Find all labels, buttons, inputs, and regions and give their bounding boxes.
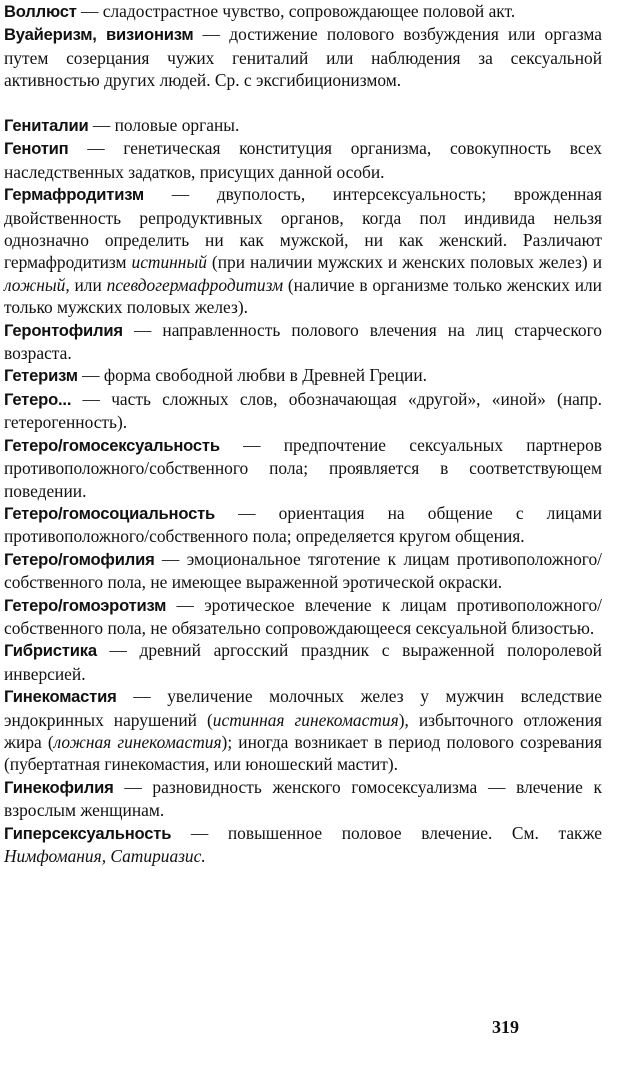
entry-term: Гинекомастия xyxy=(4,687,117,707)
dictionary-entry xyxy=(4,364,602,387)
entry-term: Гермафродитизм xyxy=(4,185,144,205)
dictionary-entry xyxy=(4,388,602,434)
entry-term: Гетеро/гомосексуальность xyxy=(4,435,220,455)
entry-definition-text: — ориентация на общение с лицами противоположного/собственного пола; определяется кругом общения. xyxy=(4,502,602,547)
dictionary-entry xyxy=(4,23,602,91)
entry-italic-text: Нимфомания, Сатириазис. xyxy=(4,846,206,867)
entry-definition-text: — увеличение молочных желез у мужчин вследствие эндокринных нарушений ( xyxy=(4,686,602,730)
entry-definition-text: — половые органы. xyxy=(88,115,240,136)
entry-definition-text: — направленность полового влечения на лиц старческого возраста. xyxy=(4,319,602,364)
entry-definition-text: — сладострастное чувство, сопровождающее половой акт. xyxy=(76,1,516,21)
entry-definition-text: — предпочтение сексуальных партнеров противоположного/собственного пола; проявляется в соответствующем поведении. xyxy=(4,434,602,501)
entry-definition-text: (наличие в организме только женских или только мужских половых желез). xyxy=(4,274,602,318)
entry-definition-text: — форма свободной любви в Древней Греции. xyxy=(77,365,428,386)
entry-term: Гибристика xyxy=(4,641,97,661)
entry-italic-text: истинный xyxy=(131,252,207,273)
page-number: 319 xyxy=(492,1017,519,1037)
dictionary-entry xyxy=(4,0,602,23)
dictionary-entry xyxy=(4,319,602,365)
entry-term: Гиперсексуальность xyxy=(4,823,172,843)
entry-definition-text: — повышенное половое влечение. См. также xyxy=(171,822,602,843)
entry-term: Гениталии xyxy=(4,116,89,136)
entry-italic-text: истинная гинекомастия xyxy=(212,709,399,730)
dictionary-entry xyxy=(4,822,602,868)
dictionary-entry xyxy=(4,137,602,183)
dictionary-page xyxy=(4,0,602,867)
dictionary-entry xyxy=(4,502,602,548)
entry-definition-text: ), избыточного отложения жира ( xyxy=(4,709,602,752)
entry-list xyxy=(4,0,602,867)
entry-definition-text: — разновидность женского гомосексуализма — влечение к взрослым женщинам. xyxy=(4,776,602,821)
entry-definition-text: — древний аргосский праздник с выраженной полоролевой инверсией. xyxy=(4,640,602,684)
entry-term: Гетеризм xyxy=(4,366,78,386)
entry-term: Геронтофилия xyxy=(4,320,123,340)
entry-definition-text: — часть сложных слов, обозначающая «другой», «иной» (напр. гетерогенность). xyxy=(4,388,602,433)
entry-definition-text: — двуполость, интерсексуальность; врожденная двойственность репродуктивных органов, когда пол индивида нельзя однозначно определить ни как мужской, ни как женский. Различают гермафродитизм xyxy=(4,184,602,273)
entry-term: Генотип xyxy=(4,139,69,159)
entry-term: Гетеро/гомосоциальность xyxy=(4,503,216,523)
entry-term: Гетеро... xyxy=(4,389,72,409)
entry-definition-text: — эмоциональное тяготение к лицам противоположного/собственного пола, не имеющее выраженной эротической окраски. xyxy=(4,548,602,593)
dictionary-entry xyxy=(4,114,602,137)
entry-definition-text: — генетическая конституция организма, совокупность всех наследственных задатков, присущих данной особи. xyxy=(4,138,602,182)
entry-definition-text: — достижение полового возбуждения или оргазма путем созерцания чужих гениталий или наблюдения за сексуальной активностью других людей. Ср. с эксгибиционизмом. xyxy=(4,24,603,91)
dictionary-entry xyxy=(4,594,602,640)
entry-definition-text: ); иногда возникает в период полового созревания (пубертатная гинекомастия, или юношеский мастит). xyxy=(4,731,602,775)
entry-italic-text: ложный, xyxy=(4,274,70,295)
dictionary-entry xyxy=(4,776,602,822)
dictionary-entry xyxy=(4,548,602,594)
dictionary-entry xyxy=(4,685,602,776)
entry-italic-text: ложная гинекомастия xyxy=(53,731,222,752)
entry-definition-text: — эротическое влечение к лицам противоположного/собственного пола, не обязательно сопровождающееся сексуальной близостью. xyxy=(4,594,602,638)
dictionary-entry xyxy=(4,183,602,318)
entry-term: Гинекофилия xyxy=(4,777,114,797)
entry-term: Воллюст xyxy=(4,2,77,21)
entry-term: Вуайеризм, визионизм xyxy=(4,25,194,45)
dictionary-entry xyxy=(4,434,602,502)
entry-definition-text: (при наличии мужских и женских половых желез) и xyxy=(206,252,602,273)
entry-term: Гетеро/гомоэротизм xyxy=(4,595,167,615)
entry-italic-text: псевдогермафродитизм xyxy=(106,274,284,295)
entry-definition-text: или xyxy=(69,274,107,295)
dictionary-entry xyxy=(4,639,602,685)
entry-term: Гетеро/гомофилия xyxy=(4,549,155,569)
